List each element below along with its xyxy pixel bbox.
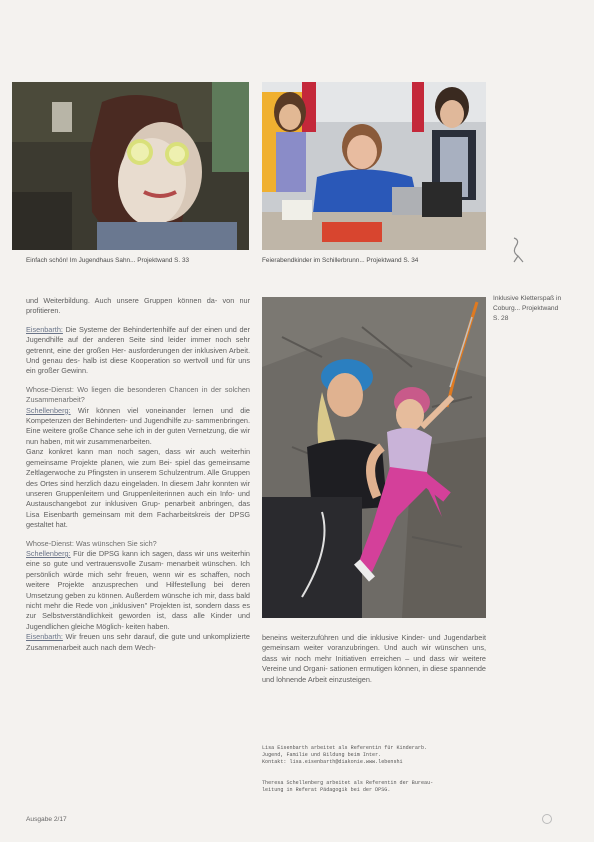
paragraph [26,632,250,653]
paragraph-text: Wir freuen uns sehr darauf, die gute und unkomplizierte Zusammenarbeit auch nach dem Wech- [26,632,250,652]
paragraph [26,325,250,377]
right-text-column [262,633,486,693]
speaker-name: Schellenberg: [26,548,71,558]
photo-face-mask [12,82,249,250]
paragraph: und Weiterbildung. Auch unsere Gruppen können da- von nur profitieren. [26,296,250,316]
paragraph-text: Die Systeme der Behindertenhilfe auf der einen und der Jugendhilfe auf der anderen Seite sind leider immer noch sehr getrennt, eine der großen Her- ausforderungen der inklusiven Arbeit. Und genau des- halb ist diese Kooperation so wertvoll und für uns ein großer Gewinn. [26,324,250,376]
paragraph: Ganz konkret kann man noch sagen, dass wir auch weiterhin gemeinsame Projekte planen, wie zum Bei- spiel das gemeinsame Zeltlagerwoche zu Pfingsten in unserem Schulzentrum. Alle Gruppen des Ortes sind herzlich dazu eingeladen. In diesem Jahr konnten wir unseren Gruppenleitern und Gruppenleiterinnen auch ein Info- und Austauschangebot zur inklusiven Grup- penarbeit anbringen, das Lisa Eisenbarth gemeinsam mit dem Facharbeitskreis der DPSG gestaltet hat. [26,447,250,530]
photo-climbing [262,297,486,618]
paragraph-text: Für die DPSG kann ich sagen, dass wir uns weiterhin eine so gute und vertrauensvolle Zusam- menarbeit wünschen. Ich persönlich würde mich sehr freuen, wenn wir es schaffen, noch weitere Projekte anzusprechen und Hilfestellung bei deren Umsetzung geben zu können. Außerdem wünsche ich mir, dass bald nicht mehr die Rede von „inklusiven" Projekten ist, sondern dass es zur Selbstverständlichkeit geworden ist, dass alle Kinder und Jugendlichen gleiche Möglich- keiten haben. [26,548,250,631]
interview-question: Whose-Dienst: Was wünschen Sie sich? [26,538,157,548]
bio-line: Kontakt: lisa.eisenbarth@diakonie.www.lebenshi [262,759,403,766]
caption-cooking: Feierabendkinder im Schillerbrunn... Projektwand S. 34 [262,257,419,264]
bio-line: leitung in Referat Pädagogik bei der DPSG. [262,787,391,794]
photo-cooking [262,82,486,250]
paragraph: beneins weiterzuführen und die inklusive Kinder- und Jugendarbeit gemeinsam weiter voranzubringen. Und auch wir wünschen uns, dass wir noch mehr Initiativen erreichen – und dass wir weitere Vereine und Organi- sationen ermutigen können, in diese spannende und lohnende Arbeit einzusteigen. [262,633,486,684]
paragraph-text: Wir können viel voneinander lernen und die Kompetenzen der Behinderten- und Jugendhilfe zu- sammenbringen. Eine weitere große Chance sehe ich in der guten Vernetzung, die wir nun haben, mit wir zusammenarbeiten. [26,405,250,446]
paragraph [26,549,250,632]
bio-line: Theresa Schellenberg arbeitet als Referentin der Bureau- [262,780,434,786]
paragraph [26,406,250,448]
left-text-column [26,296,250,653]
caption-climbing: Inklusive Kletterspaß in Coburg... Projektwand S. 28 [493,295,562,322]
author-bio-schellenberg [262,780,433,794]
interview-question: Whose-Dienst: Wo liegen die besonderen Chancen in der solchen Zusammenarbeit? [26,384,250,405]
bio-line: Lisa Eisenbarth arbeitet als Referentin für Kinderarb. [262,745,428,751]
speaker-name: Eisenbarth: [26,632,63,642]
margin-doodle [508,236,528,264]
corner-mark [542,814,552,824]
bio-line: Jugend, Familie und Bildung beim Inter. [262,752,382,759]
issue-number: Ausgabe 2/17 [26,816,67,823]
speaker-name: Schellenberg: [26,405,71,415]
author-bio-eisenbarth [262,745,427,767]
speaker-name: Eisenbarth: [26,324,63,334]
caption-face-mask: Einfach schön! Im Jugendhaus Sahn... Projektwand S. 33 [26,257,190,264]
